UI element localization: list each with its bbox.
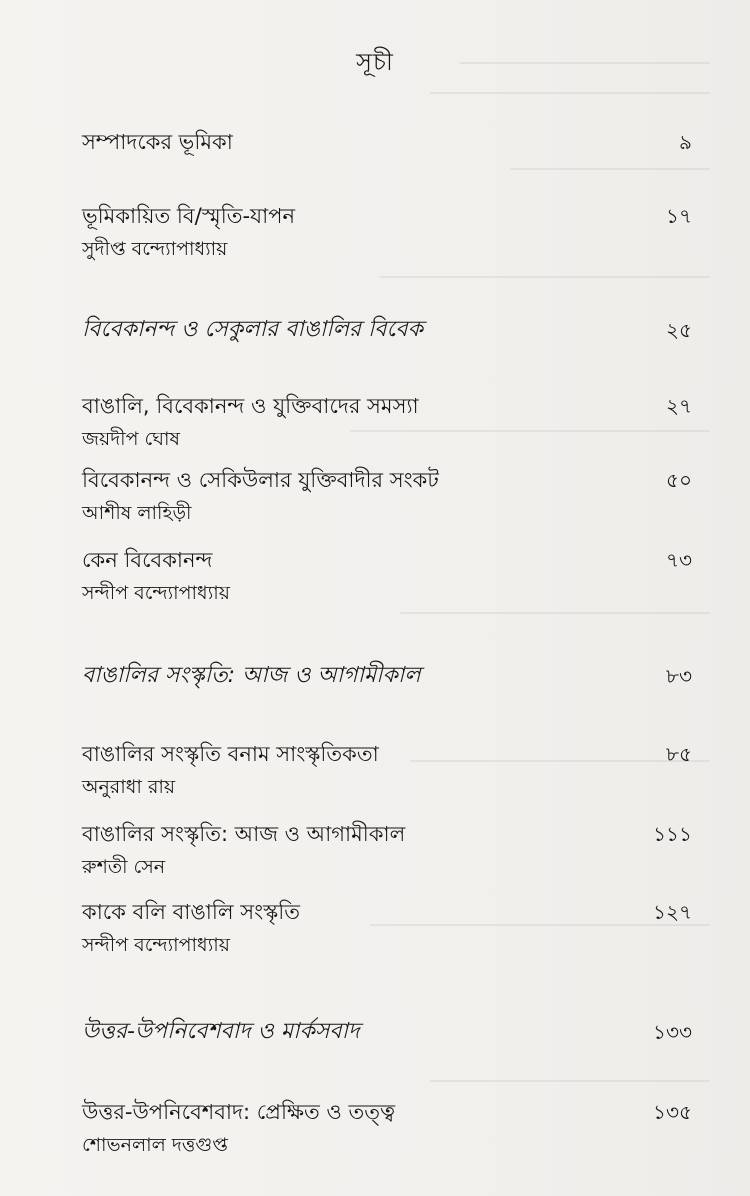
entry-page-number: ৮৩: [666, 664, 692, 688]
entry-title: বাঙালির সংস্কৃতি বনাম সাংস্কৃতিকতা: [82, 742, 379, 766]
page-title: সূচী: [356, 48, 394, 76]
entry-title: কাকে বলি বাঙালি সংস্কৃতি: [82, 900, 301, 924]
entry-title: কেন বিবেকানন্দ: [82, 548, 213, 572]
toc-section-heading: [82, 316, 692, 344]
entry-page-number: ৮৫: [666, 742, 692, 766]
toc-entry: [82, 1098, 692, 1158]
bleed-through-line: [380, 276, 710, 278]
toc-entry: [82, 898, 692, 958]
entry-author: শোভনলাল দত্তগুপ্ত: [82, 1134, 228, 1156]
entry-page-number: ১৩৫: [653, 1100, 692, 1124]
entry-page-number: ১৩৩: [653, 1020, 692, 1044]
entry-title: বিবেকানন্দ ও সেকিউলার যুক্তিবাদীর সংকট: [82, 468, 439, 492]
entry-title: উত্তর-উপনিবেশবাদ: প্রেক্ষিত ও তত্ত্ব: [82, 1100, 396, 1124]
bleed-through-line: [510, 168, 710, 170]
entry-title: বাঙালি, বিবেকানন্দ ও যুক্তিবাদের সমস্যা: [82, 394, 419, 418]
entry-title: বাঙালির সংস্কৃতি: আজ ও আগামীকাল: [82, 822, 406, 846]
entry-page-number: ১৭: [666, 204, 692, 228]
toc-entry: [82, 202, 692, 262]
bleed-through-line: [430, 1080, 710, 1082]
section-title: বিবেকানন্দ ও সেকুলার বাঙালির বিবেক: [82, 317, 424, 342]
toc-entry: [82, 392, 692, 452]
entry-author: জয়দীপ ঘোষ: [82, 428, 180, 450]
entry-title: ভূমিকায়িত বি/স্মৃতি-যাপন: [82, 204, 296, 228]
toc-entry: [82, 466, 692, 526]
toc-entry: [82, 820, 692, 880]
section-title: বাঙালির সংস্কৃতি: আজ ও আগামীকাল: [82, 663, 421, 688]
toc-section-heading: [82, 1018, 692, 1046]
entry-page-number: ২৭: [665, 394, 692, 418]
entry-author: সন্দীপ বন্দ্যোপাধ্যায়: [82, 582, 230, 604]
entry-page-number: ৯: [679, 130, 692, 154]
entry-page-number: ৫০: [666, 468, 692, 492]
entry-page-number: ১১১: [653, 822, 692, 846]
bleed-through-line: [430, 92, 710, 94]
entry-author: অনুরাধা রায়: [82, 776, 176, 798]
entry-title: সম্পাদকের ভূমিকা: [82, 130, 233, 154]
bleed-through-line: [400, 612, 710, 614]
entry-author: রুশতী সেন: [82, 856, 166, 878]
toc-entry: [82, 546, 692, 606]
toc-section-heading: [82, 662, 692, 690]
toc-entry: [82, 128, 692, 156]
entry-page-number: ১২৭: [653, 900, 692, 924]
entry-page-number: ৭৩: [665, 548, 692, 572]
section-title: উত্তর-উপনিবেশবাদ ও মার্কসবাদ: [82, 1019, 360, 1044]
toc-entry: [82, 740, 692, 800]
entry-author: সুদীপ্ত বন্দ্যোপাধ্যায়: [82, 238, 228, 260]
entry-author: সন্দীপ বন্দ্যোপাধ্যায়: [82, 934, 230, 956]
entry-author: আশীষ লাহিড়ী: [82, 502, 192, 524]
entry-page-number: ২৫: [666, 318, 692, 342]
